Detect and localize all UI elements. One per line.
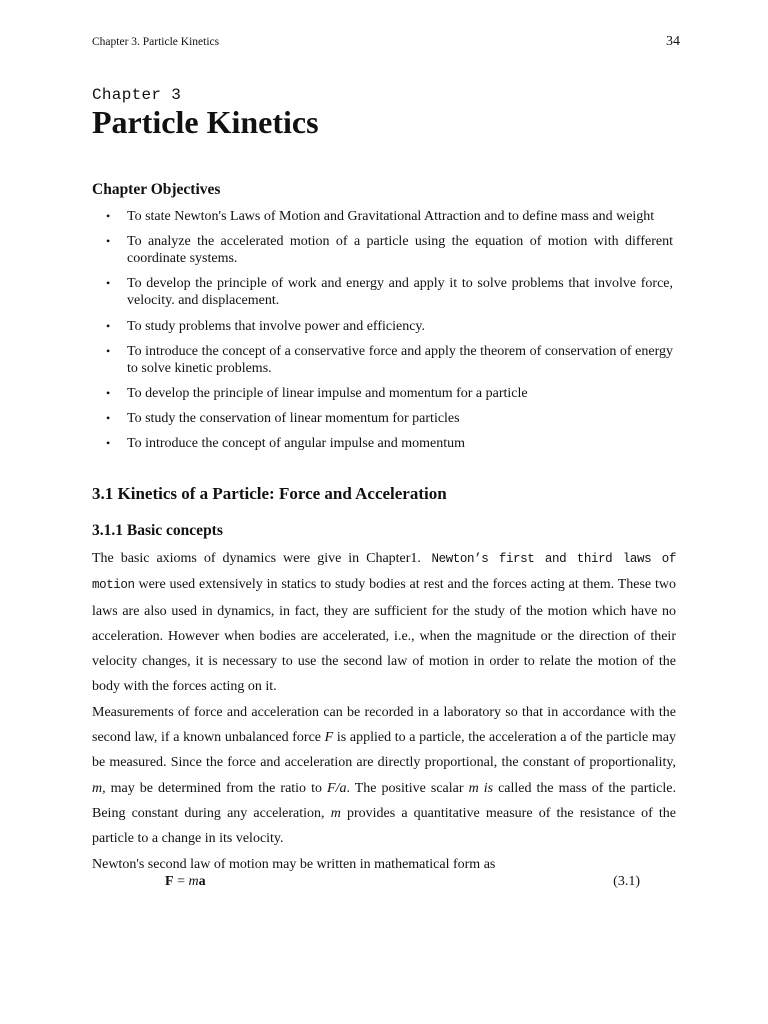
paragraph-text: may be determined from the ratio to: [105, 780, 328, 796]
bullet-icon: •: [106, 436, 111, 451]
bullet-icon: •: [106, 411, 111, 426]
objective-item: [106, 385, 673, 402]
objective-item: [106, 208, 673, 225]
symbol-mass: m is: [468, 780, 494, 796]
objective-text: To introduce the concept of angular impulse and momentum: [127, 436, 466, 452]
objective-item: [106, 275, 673, 309]
paragraph-basic-axioms: [92, 546, 676, 700]
symbol-mass: m,: [92, 780, 106, 796]
objective-item: [106, 435, 673, 452]
paragraph-text: Measurements of force and acceleration can be recorded in a laboratory so that in accordance with the second law, if a known unbalanced force: [92, 704, 676, 746]
paragraph-text: . The positive scalar: [346, 780, 469, 796]
objective-text: To analyze the accelerated motion of a particle using the equation of motion with different coordinate systems.: [127, 234, 673, 267]
objective-text: To introduce the concept of a conservative force and apply the theorem of conservation of energy to solve kinetic problems.: [127, 343, 673, 376]
chapter-label: Chapter 3: [92, 86, 182, 104]
paragraph-second-law: Newton's second law of motion may be written in mathematical form as: [92, 856, 496, 872]
objectives-heading: Chapter Objectives: [92, 181, 221, 198]
bullet-icon: •: [106, 343, 111, 358]
bullet-icon: •: [106, 276, 111, 291]
section-heading: 3.1 Kinetics of a Particle: Force and Acceleration: [92, 484, 447, 503]
objectives-list: [106, 208, 673, 461]
subsection-heading: 3.1.1 Basic concepts: [92, 522, 223, 539]
paragraph-measurements: [92, 700, 676, 852]
page-number: 34: [666, 34, 680, 49]
objective-item: [106, 233, 673, 267]
equation-force: F: [165, 874, 174, 889]
paragraph-text: provides a quantitative measure of the resistance of the particle to a change in its velocity.: [92, 805, 676, 847]
bullet-icon: •: [106, 234, 111, 249]
paragraph-text: called the mass of the particle. Being constant during any acceleration,: [92, 780, 676, 821]
equation-3-1: [92, 874, 640, 896]
objective-item: [106, 410, 673, 427]
equation-acceleration: a: [198, 874, 206, 889]
symbol-ratio: F/a: [327, 780, 347, 796]
bullet-icon: •: [106, 385, 111, 400]
bullet-icon: •: [106, 318, 111, 333]
bullet-icon: •: [106, 209, 111, 223]
symbol-mass: m: [330, 805, 341, 821]
objective-text: To study problems that involve power and efficiency.: [127, 318, 425, 334]
objective-text: To state Newton's Laws of Motion and Gravitational Attraction and to define mass and weight: [127, 209, 655, 224]
symbol-force: F: [324, 730, 334, 746]
paragraph-text: is applied to a particle, the acceleration a of the particle may be measured. Since the force and acceleration are directly proportional, the constant of proportionality,: [92, 730, 676, 771]
objective-text: To develop the principle of linear impulse and momentum for a particle: [127, 385, 528, 401]
newton-laws-phrase: Newton’s first and third laws of motion: [92, 552, 676, 593]
equation-mass: m: [188, 874, 199, 889]
objective-item: [106, 343, 673, 377]
body-text: [92, 546, 676, 877]
paragraph-text: were used extensively in statics to study bodies at rest and the forces acting at them. These two laws are also used in dynamics, in fact, they are sufficient for the study of the motion which have no acceleration. However when bodies are accelerated, i.e., when the magnitude or the direction of their velocity changes, it is necessary to use the second law of motion in order to relate the motion of the body with the forces acting on it.: [92, 577, 676, 695]
running-head: Chapter 3. Particle Kinetics: [92, 36, 220, 48]
chapter-title: Particle Kinetics: [92, 104, 319, 140]
objective-text: To develop the principle of work and energy and apply it to solve problems that involve force, velocity. and displacement.: [127, 276, 673, 309]
objective-text: To study the conservation of linear momentum for particles: [127, 411, 460, 427]
objective-item: [106, 318, 673, 335]
equation-equals: =: [173, 874, 189, 889]
page-header: [92, 34, 680, 54]
paragraph-text: The basic axioms of dynamics were give in Chapter1.: [92, 551, 421, 566]
equation-expression: [165, 874, 206, 890]
equation-number: (3.1): [613, 874, 640, 889]
